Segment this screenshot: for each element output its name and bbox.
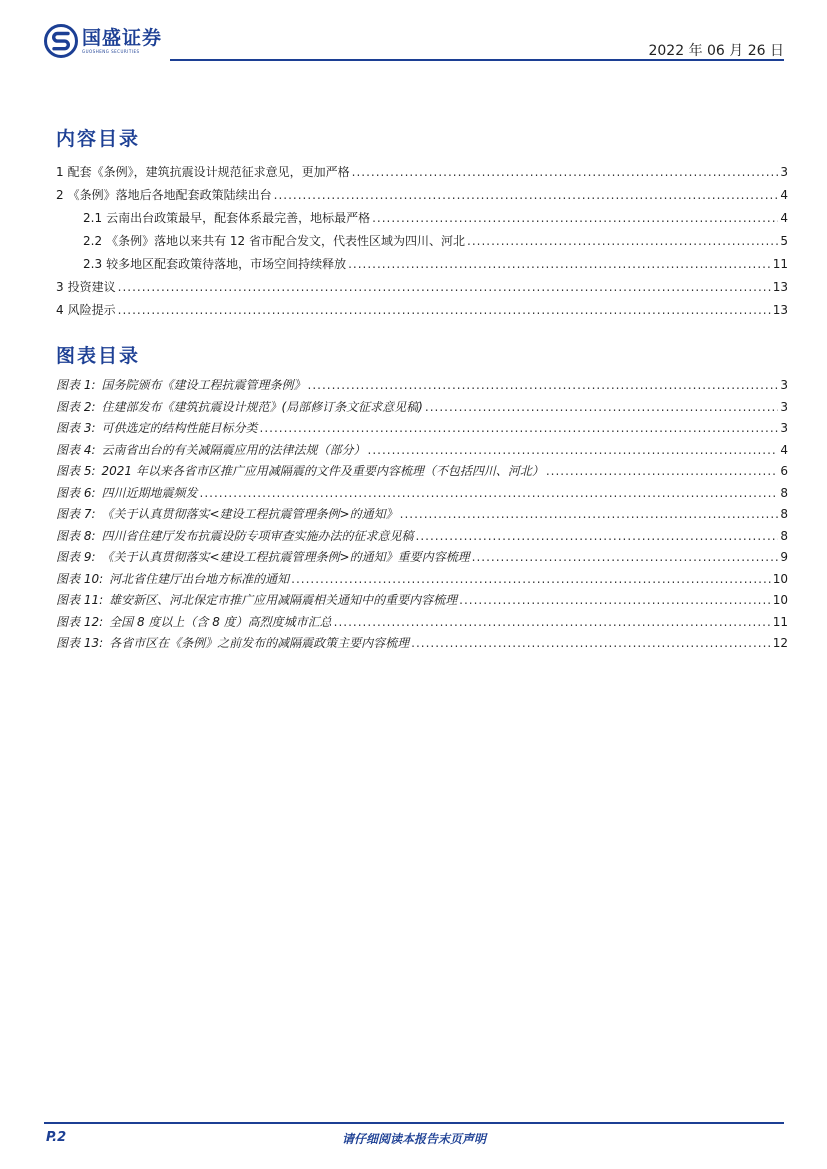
entry-number: 图表 1: [56, 378, 96, 392]
entry-number: 2 [56, 188, 64, 202]
entry-page-number: 4 [780, 442, 788, 457]
dot-leader [260, 418, 778, 440]
entry-page-number: 9 [780, 550, 788, 564]
entry-title: 云南出台政策最早，配套体系最完善，地标最严格 [106, 211, 371, 225]
figure-entry[interactable] [56, 418, 788, 440]
figure-entry[interactable] [56, 569, 788, 591]
entry-title: 国务院颁布《建设工程抗震管理条例》 [101, 378, 306, 392]
entry-number: 2.1 [83, 211, 103, 225]
entry-title: 河北省住建厅出台地方标准的通知 [109, 571, 290, 586]
dot-leader [118, 299, 771, 322]
entry-title: 雄安新区、河北保定市推广应用减隔震相关通知中的重要内容梳理 [109, 593, 458, 607]
dot-leader [352, 161, 778, 184]
toc-entry[interactable] [56, 230, 788, 253]
entry-page-number: 8 [780, 507, 788, 521]
figure-entry[interactable] [56, 612, 788, 634]
entry-page-number: 8 [780, 528, 788, 543]
entry-page-number: 12 [772, 636, 788, 650]
entry-page-number: 5 [780, 234, 788, 248]
entry-title: 较多地区配套政策待落地，市场空间持续释放 [106, 257, 347, 271]
logo-name: 国盛证券 [82, 27, 163, 49]
entry-title: 四川近期地震频发 [101, 485, 198, 500]
entry-page-number: 10 [772, 593, 788, 607]
entry-title: 配套《条例》，建筑抗震设计规范征求意见，更加严格 [67, 165, 350, 179]
dot-leader [546, 461, 778, 483]
figure-entry[interactable] [56, 526, 788, 548]
entry-title: 投资建议 [67, 280, 116, 294]
figure-entry[interactable] [56, 504, 788, 526]
toc-title: 内容目录 [56, 128, 141, 150]
dot-leader [372, 207, 778, 230]
entry-title: 各省市区在《条例》之前发布的减隔震政策主要内容梳理 [109, 636, 410, 650]
entry-title: 全国 8 度以上（含 8 度）高烈度城市汇总 [109, 614, 332, 629]
dot-leader [472, 547, 778, 569]
figure-entry[interactable] [56, 397, 788, 419]
entry-number: 图表 8: [56, 528, 96, 543]
entry-page-number: 4 [780, 211, 788, 225]
entry-page-number: 6 [780, 464, 788, 478]
entry-number: 2.2 [83, 234, 103, 248]
logo-subtitle: GUOSHENG SECURITIES [82, 49, 140, 54]
entry-page-number: 3 [780, 399, 788, 414]
dot-leader [400, 504, 778, 526]
dot-leader [467, 230, 778, 253]
page-footer [44, 1122, 784, 1152]
entry-number: 图表 11: [56, 593, 104, 607]
entry-page-number: 10 [772, 571, 788, 586]
dot-leader [118, 276, 771, 299]
footer-divider [44, 1122, 784, 1124]
toc-entry[interactable] [56, 184, 788, 207]
entry-title: 《条例》落地后各地配套政策陆续出台 [67, 188, 272, 202]
page-number: P.2 [46, 1130, 67, 1145]
entry-page-number: 13 [772, 280, 788, 294]
dot-leader [459, 590, 771, 612]
entry-title: 《条例》落地以来共有 12 省市配合发文，代表性区域为四川、河北 [106, 234, 465, 248]
figure-entry[interactable] [56, 483, 788, 505]
dot-leader [368, 440, 778, 462]
entry-number: 图表 12: [56, 614, 104, 629]
entry-page-number: 4 [780, 188, 788, 202]
entry-page-number: 3 [780, 421, 788, 435]
entry-page-number: 8 [780, 485, 788, 500]
entry-number: 图表 3: [56, 421, 96, 435]
toc-entry[interactable] [56, 299, 788, 322]
entry-title: 风险提示 [67, 303, 116, 317]
figure-list [56, 375, 788, 655]
entry-page-number: 3 [780, 165, 788, 179]
entry-number: 图表 5: [56, 464, 96, 478]
entry-page-number: 3 [780, 378, 788, 392]
entry-number: 1 [56, 165, 64, 179]
guosheng-logo-icon [44, 24, 78, 58]
disclaimer-note: 请仔细阅读本报告末页声明 [341, 1132, 486, 1146]
entry-page-number: 13 [772, 303, 788, 317]
header-divider [170, 59, 784, 61]
toc-entry[interactable] [56, 276, 788, 299]
dot-leader [274, 184, 778, 207]
page-header [44, 22, 784, 62]
entry-title: 住建部发布《建筑抗震设计规范》(局部修订条文征求意见稿) [101, 399, 423, 414]
figure-entry[interactable] [56, 590, 788, 612]
dot-leader [308, 375, 778, 397]
entry-title: 2021 年以来各省市区推广应用减隔震的文件及重要内容梳理（不包括四川、河北） [101, 464, 544, 478]
company-logo [44, 24, 162, 58]
figure-entry[interactable] [56, 440, 788, 462]
toc-entry[interactable] [56, 207, 788, 230]
entry-number: 图表 9: [56, 550, 96, 564]
toc-entry[interactable] [56, 253, 788, 276]
report-date: 2022 年 06 月 26 日 [648, 43, 784, 59]
entry-number: 图表 4: [56, 442, 96, 457]
entry-number: 图表 13: [56, 636, 104, 650]
entry-number: 图表 6: [56, 485, 96, 500]
figure-entry[interactable] [56, 633, 788, 655]
dot-leader [416, 526, 778, 548]
entry-number: 图表 10: [56, 571, 104, 586]
entry-page-number: 11 [772, 614, 788, 629]
figure-list-title: 图表目录 [56, 345, 141, 367]
dot-leader [291, 569, 771, 591]
entry-number: 3 [56, 280, 64, 294]
entry-number: 图表 2: [56, 399, 96, 414]
dot-leader [348, 253, 771, 276]
figure-entry[interactable] [56, 461, 788, 483]
dot-leader [334, 612, 771, 634]
toc-list [56, 161, 788, 322]
entry-number: 2.3 [83, 257, 103, 271]
entry-number: 图表 7: [56, 507, 96, 521]
entry-title: 《关于认真贯彻落实<建设工程抗震管理条例>的通知》重要内容梳理 [101, 550, 470, 564]
entry-title: 可供选定的结构性能目标分类 [101, 421, 258, 435]
entry-number: 4 [56, 303, 64, 317]
entry-title: 四川省住建厅发布抗震设防专项审查实施办法的征求意见稿 [101, 528, 414, 543]
dot-leader [425, 397, 778, 419]
toc-entry[interactable] [56, 161, 788, 184]
entry-page-number: 11 [772, 257, 788, 271]
entry-title: 《关于认真贯彻落实<建设工程抗震管理条例>的通知》 [101, 507, 398, 521]
figure-entry[interactable] [56, 375, 788, 397]
entry-title: 云南省出台的有关减隔震应用的法律法规（部分） [101, 442, 366, 457]
figure-entry[interactable] [56, 547, 788, 569]
dot-leader [200, 483, 778, 505]
dot-leader [411, 633, 771, 655]
